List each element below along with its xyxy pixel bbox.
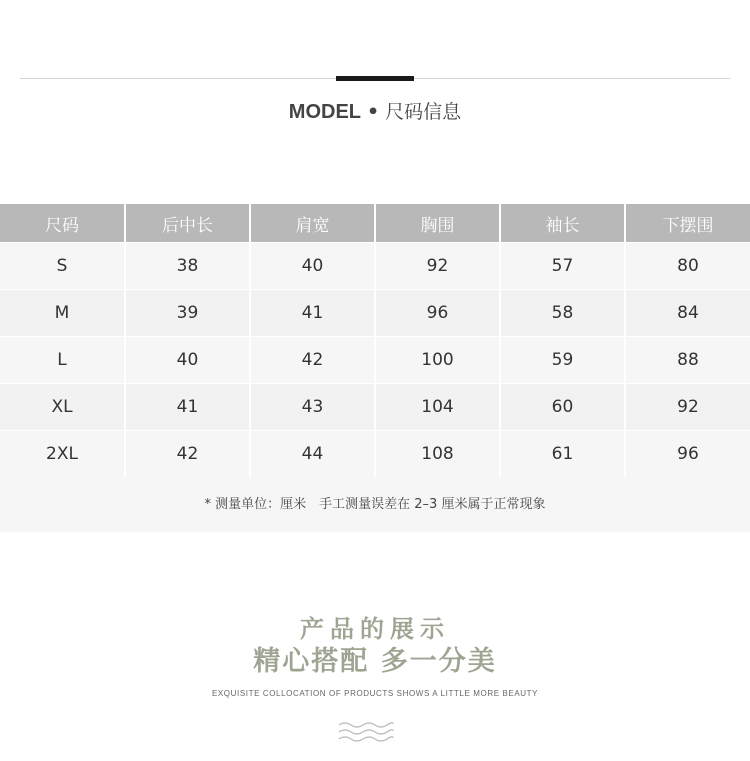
table-cell: 104 <box>375 384 500 431</box>
column-header-sleeve: 袖长 <box>500 204 625 243</box>
section-heading <box>0 99 750 125</box>
table-cell: 40 <box>125 337 250 384</box>
table-cell: 84 <box>625 290 750 337</box>
column-header-back-length: 后中长 <box>125 204 250 243</box>
table-cell: 80 <box>625 243 750 290</box>
table-cell: 92 <box>375 243 500 290</box>
table-row <box>0 243 750 290</box>
table-cell: 96 <box>375 290 500 337</box>
table-cell: XL <box>0 384 125 431</box>
table-cell: 41 <box>125 384 250 431</box>
table-row <box>0 384 750 431</box>
table-cell: 60 <box>500 384 625 431</box>
table-row <box>0 431 750 478</box>
table-cell: 39 <box>125 290 250 337</box>
column-header-size: 尺码 <box>0 204 125 243</box>
table-cell: 88 <box>625 337 750 384</box>
column-header-hem: 下摆围 <box>625 204 750 243</box>
table-cell: 40 <box>250 243 375 290</box>
table-cell: S <box>0 243 125 290</box>
table-cell: 61 <box>500 431 625 478</box>
heading-model: MODEL <box>288 101 362 123</box>
table-cell: M <box>0 290 125 337</box>
wave-icon <box>335 720 395 744</box>
table-cell: 57 <box>500 243 625 290</box>
table-row <box>0 290 750 337</box>
size-table <box>0 204 750 477</box>
table-cell: 59 <box>500 337 625 384</box>
table-cell: 44 <box>250 431 375 478</box>
table-cell: 96 <box>625 431 750 478</box>
showcase-slogan: 精心搭配 多一分美 <box>253 646 497 677</box>
heading-separator: • <box>367 101 380 123</box>
table-cell: 42 <box>125 431 250 478</box>
table-cell: 43 <box>250 384 375 431</box>
table-cell: 92 <box>625 384 750 431</box>
table-cell: 100 <box>375 337 500 384</box>
column-header-shoulder: 肩宽 <box>250 204 375 243</box>
table-cell: 38 <box>125 243 250 290</box>
table-cell: 2XL <box>0 431 125 478</box>
table-cell: 58 <box>500 290 625 337</box>
column-header-chest: 胸围 <box>375 204 500 243</box>
table-header-row <box>0 204 750 243</box>
showcase-title: 产品的展示 <box>300 615 450 643</box>
heading-size-info: 尺码信息 <box>385 101 462 123</box>
top-accent-bar <box>336 76 414 81</box>
showcase-subtitle: EXQUISITE COLLOCATION OF PRODUCTS SHOWS A LITTLE MORE BEAUTY <box>211 689 539 698</box>
table-cell: 42 <box>250 337 375 384</box>
table-row <box>0 337 750 384</box>
table-cell: L <box>0 337 125 384</box>
measurement-note: * 测量单位：厘米 手工测量误差在 2–3 厘米属于正常现象 <box>0 477 750 532</box>
table-cell: 41 <box>250 290 375 337</box>
table-cell: 108 <box>375 431 500 478</box>
